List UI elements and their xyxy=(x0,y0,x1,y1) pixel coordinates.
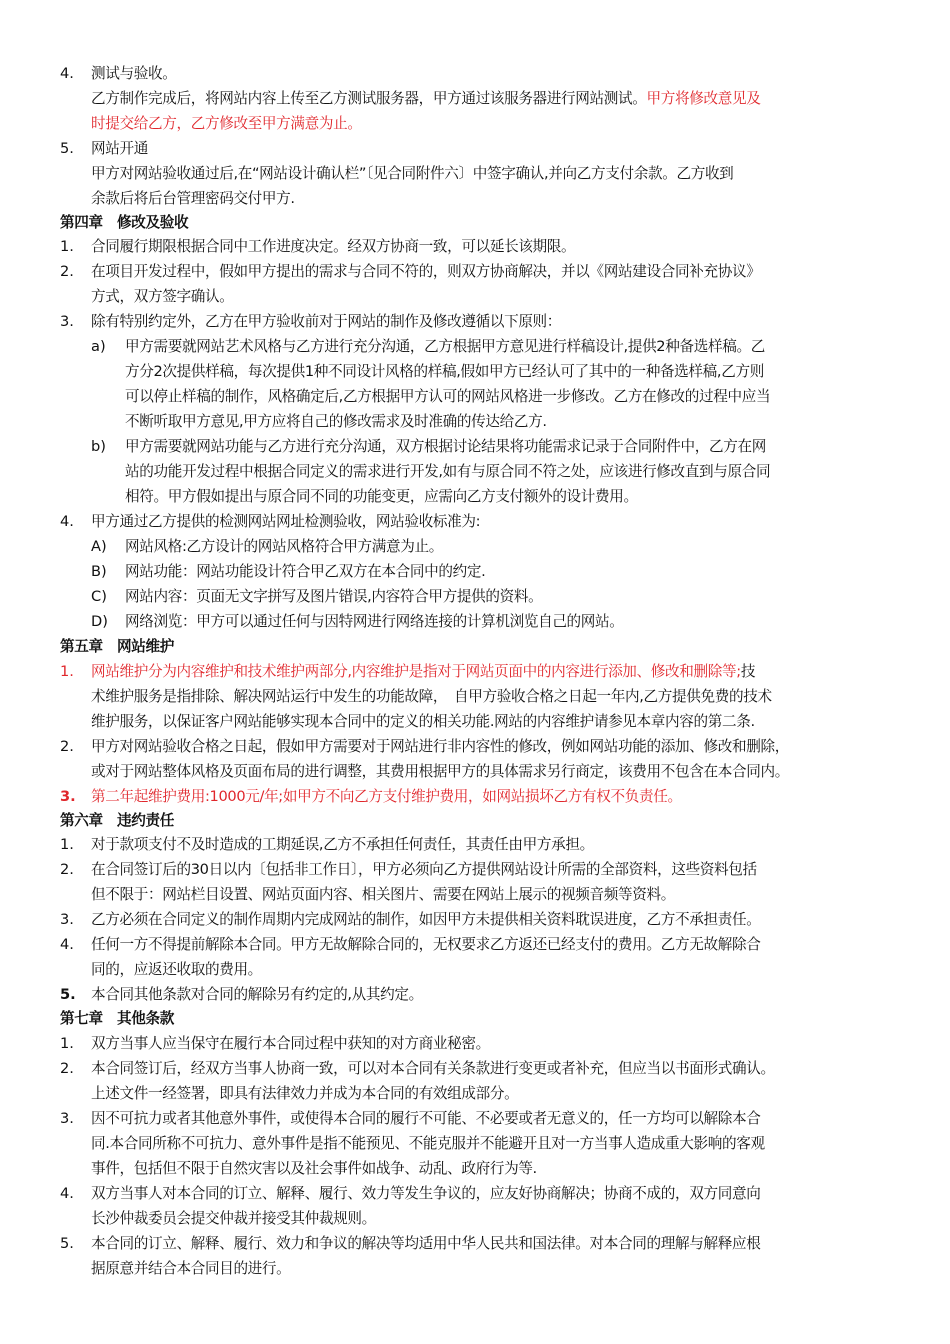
clause-text-line: 余款后将后台管理密码交付甲方. xyxy=(91,190,295,207)
clause-text-line: 甲方通过乙方提供的检测网站网址检测验收，网站验收标准为: xyxy=(91,513,481,530)
chapter-heading: 第六章 违约责任 xyxy=(60,812,174,829)
clause-text-line: 时提交给乙方，乙方修改至甲方满意为止。 xyxy=(91,115,362,132)
clause-text-line: 或对于网站整体风格及页面布局的进行调整，其费用根据甲方的具体需求另行商定，该费用不包含在本合同内。 xyxy=(91,763,789,780)
clause-text-line: 事件，包括但不限于自然灾害以及社会事件如战争、动乱、政府行为等. xyxy=(91,1160,537,1177)
clause-text-line: 上述文件一经签署，即具有法律效力并成为本合同的有效组成部分。 xyxy=(91,1085,519,1102)
clause-text-line: 任何一方不得提前解除本合同。甲方无故解除合同的，无权要求乙方返还已经支付的费用。乙方无故解除合 xyxy=(91,936,761,953)
clause-text-line: 本合同的订立、解释、履行、效力和争议的解决等均适用中华人民共和国法律。对本合同的理解与解释应根 xyxy=(91,1235,761,1252)
clause-text-line: 方式，双方签字确认。 xyxy=(91,288,234,305)
clause-text-line: 同的，应返还收取的费用。 xyxy=(91,961,262,978)
clause-number: 4. xyxy=(60,936,74,953)
clause-number: 1. xyxy=(60,663,74,680)
clause-number: 3. xyxy=(60,788,76,805)
highlighted-text: 甲方将修改意见及 xyxy=(646,90,761,107)
clause-number: 5. xyxy=(60,986,76,1003)
clause-text-line: 网站内容：页面无文字拼写及图片错误,内容符合甲方提供的资料。 xyxy=(125,588,543,605)
clause-text-line: 甲方需要就网站功能与乙方进行充分沟通，双方根据讨论结果将功能需求记录于合同附件中，乙方在网 xyxy=(125,438,766,455)
clause-text-line: 同.本合同所称不可抗力、意外事件是指不能预见、不能克服并不能避开且对一方当事人造成重大影响的客观 xyxy=(91,1135,765,1152)
clause-number: 3. xyxy=(60,911,74,928)
clause-text-line: 双方当事人对本合同的订立、解释、履行、效力等发生争议的，应友好协商解决；协商不成的，双方同意向 xyxy=(91,1185,761,1202)
clause-number: 1. xyxy=(60,1035,74,1052)
clause-text-line: 第二年起维护费用:1000元/年;如甲方不向乙方支付维护费用，如网站损坏乙方有权不负责任。 xyxy=(91,788,682,805)
clause-number: 2. xyxy=(60,861,74,878)
clause-text-line: 双方当事人应当保守在履行本合同过程中获知的对方商业秘密。 xyxy=(91,1035,490,1052)
clause-text-line: 维护服务，以保证客户网站能够实现本合同中的定义的相关功能.网站的内容维护请参见本章内容的第二条. xyxy=(91,713,755,730)
clause-text-line: 网络浏览：甲方可以通过任何与因特网进行网络连接的计算机浏览自己的网站。 xyxy=(125,613,624,630)
clause-text-line: 测试与验收。 xyxy=(91,65,177,82)
clause-text-line: 在项目开发过程中，假如甲方提出的需求与合同不符的，则双方协商解决，并以《网站建设合同补充协议》 xyxy=(91,263,761,280)
clause-number: a) xyxy=(91,338,106,355)
clause-text-line: 本合同签订后，经双方当事人协商一致，可以对本合同有关条款进行变更或者补充，但应当以书面形式确认。 xyxy=(91,1060,775,1077)
clause-number: 2. xyxy=(60,1060,74,1077)
chapter-heading: 第四章 修改及验收 xyxy=(60,214,189,231)
clause-text-line: 相符。甲方假如提出与原合同不同的功能变更，应需向乙方支付额外的设计费用。 xyxy=(125,488,638,505)
clause-text-line: 本合同其他条款对合同的解除另有约定的,从其约定。 xyxy=(91,986,423,1003)
clause-text-line: 合同履行期限根据合同中工作进度决定。经双方协商一致，可以延长该期限。 xyxy=(91,238,576,255)
clause-number: 3. xyxy=(60,1110,74,1127)
clause-text-line: 不断听取甲方意见,甲方应将自己的修改需求及时准确的传达给乙方. xyxy=(125,413,547,430)
clause-number: B) xyxy=(91,563,107,580)
clause-number: C) xyxy=(91,588,107,605)
clause-number: D) xyxy=(91,613,108,630)
clause-number: 4. xyxy=(60,513,74,530)
clause-text-line: 对于款项支付不及时造成的工期延误,乙方不承担任何责任，其责任由甲方承担。 xyxy=(91,836,594,853)
clause-text: 技 xyxy=(740,663,756,680)
clause-text-line: 甲方需要就网站艺术风格与乙方进行充分沟通，乙方根据甲方意见进行样稿设计,提供2种备选样稿。乙 xyxy=(125,338,765,355)
clause-number: A) xyxy=(91,538,107,555)
clause-text-line xyxy=(91,662,755,682)
chapter-heading: 第七章 其他条款 xyxy=(60,1010,174,1027)
clause-text: 乙方制作完成后，将网站内容上传至乙方测试服务器，甲方通过该服务器进行网站测试。 xyxy=(91,90,647,107)
clause-text-line: 据原意并结合本合同目的进行。 xyxy=(91,1260,291,1277)
clause-text-line: 因不可抗力或者其他意外事件，或使得本合同的履行不可能、不必要或者无意义的，任一方均可以解除本合 xyxy=(91,1110,761,1127)
highlighted-text: 网站维护分为内容维护和技术维护两部分,内容维护是指对于网站页面中的内容进行添加、修改和删除等; xyxy=(91,663,741,680)
clause-number: 1. xyxy=(60,836,74,853)
clause-number: 2. xyxy=(60,263,74,280)
clause-number: 2. xyxy=(60,738,74,755)
clause-number: 4. xyxy=(60,1185,74,1202)
clause-number: 5. xyxy=(60,140,74,157)
clause-text-line: 在合同签订后的30日以内〔包括非工作日〕，甲方必须向乙方提供网站设计所需的全部资料，这些资料包括 xyxy=(91,861,757,878)
clause-text-line: 甲方对网站验收合格之日起，假如甲方需要对于网站进行非内容性的修改，例如网站功能的添加、修改和删除， xyxy=(91,738,789,755)
clause-number: 1. xyxy=(60,238,74,255)
chapter-heading: 第五章 网站维护 xyxy=(60,638,174,655)
clause-text-line: 可以停止样稿的制作，风格确定后,乙方根据甲方认可的网站风格进一步修改。乙方在修改的过程中应当 xyxy=(125,388,771,405)
clause-text-line: 网站风格:乙方设计的网站风格符合甲方满意为止。 xyxy=(125,538,443,555)
clause-number: b) xyxy=(91,438,106,455)
clause-text-line: 长沙仲裁委员会提交仲裁并接受其仲裁规则。 xyxy=(91,1210,376,1227)
clause-text-line: 乙方必须在合同定义的制作周期内完成网站的制作，如因甲方未提供相关资料耽误进度，乙方不承担责任。 xyxy=(91,911,761,928)
clause-text-line: 方分2次提供样稿，每次提供1种不同设计风格的样稿,假如甲方已经认可了其中的一种备选样稿,乙方则 xyxy=(125,363,764,380)
clause-text-line: 站的功能开发过程中根据合同定义的需求进行开发,如有与原合同不符之处，应该进行修改直到与原合同 xyxy=(125,463,771,480)
clause-text-line: 网站开通 xyxy=(91,140,148,157)
clause-text-line xyxy=(91,89,760,109)
clause-text-line: 网站功能：网站功能设计符合甲乙双方在本合同中的约定. xyxy=(125,563,486,580)
clause-number: 3. xyxy=(60,313,74,330)
clause-number: 4. xyxy=(60,65,74,82)
clause-text-line: 但不限于：网站栏目设置、网站页面内容、相关图片、需要在网站上展示的视频音频等资料。 xyxy=(91,886,675,903)
clause-text-line: 除有特别约定外，乙方在甲方验收前对于网站的制作及修改遵循以下原则： xyxy=(91,313,562,330)
clause-number: 5. xyxy=(60,1235,74,1252)
clause-text-line: 术维护服务是指排除、解决网站运行中发生的功能故障， 自甲方验收合格之日起一年内,乙方提供免费的技术 xyxy=(91,688,772,705)
clause-text-line: 甲方对网站验收通过后,在“网站设计确认栏”〔见合同附件六〕中签字确认,并向乙方支付余款。乙方收到 xyxy=(91,165,734,182)
